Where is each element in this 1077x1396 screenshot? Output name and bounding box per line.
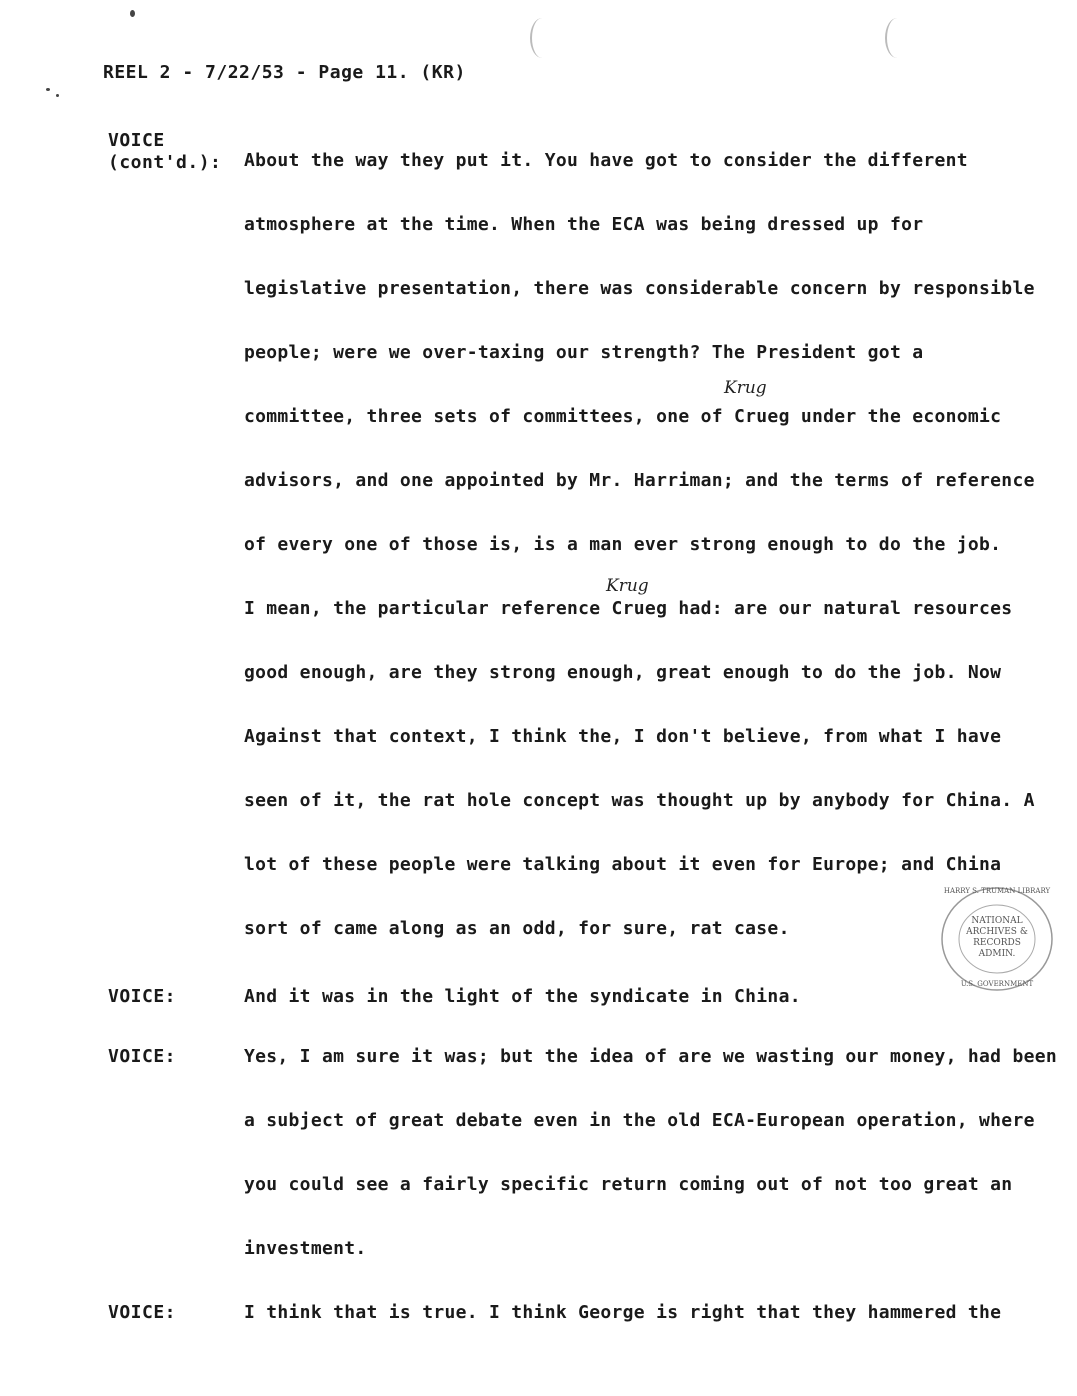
transcript-line: About the way they put it. You have got to consider the different	[244, 150, 968, 171]
transcript-line: I think that is true. I think George is right that they hammered the	[244, 1302, 1002, 1323]
punch-hole-mark	[530, 18, 554, 58]
transcript-line: Yes, I am sure it was; but the idea of are we wasting our money, had been	[244, 1046, 1057, 1067]
transcript-line: a subject of great debate even in the old ECA-European operation, where	[244, 1110, 1035, 1131]
stamp-inner-text: RECORDS	[973, 938, 1021, 948]
transcript-line: And it was in the light of the syndicate in China.	[244, 986, 801, 1007]
transcript-line: legislative presentation, there was considerable concern by responsible	[244, 278, 1035, 299]
handwritten-correction: Krug	[606, 576, 649, 596]
ink-speck	[46, 88, 50, 91]
handwritten-correction: Krug	[724, 378, 767, 398]
speaker-name: VOICE	[108, 130, 165, 151]
transcript-line: of every one of those is, is a man ever strong enough to do the job.	[244, 534, 1002, 555]
speaker-label	[108, 130, 221, 174]
transcript-line: atmosphere at the time. When the ECA was being dressed up for	[244, 214, 924, 235]
ink-speck	[130, 10, 135, 17]
stamp-inner-text: ARCHIVES &	[966, 927, 1028, 937]
archive-stamp	[938, 884, 1056, 994]
transcript-line: I mean, the particular reference Crueg had: are our natural resources	[244, 598, 1013, 619]
transcript-line: advisors, and one appointed by Mr. Harriman; and the terms of reference	[244, 470, 1035, 491]
speaker-label: VOICE:	[108, 986, 177, 1007]
stamp-ring-bottom: U.S. GOVERNMENT	[960, 980, 1034, 988]
stamp-inner-text: ADMIN.	[978, 949, 1016, 959]
speaker-continued: (cont'd.):	[108, 152, 222, 173]
transcript-line: committee, three sets of committees, one of Crueg under the economic	[244, 406, 1002, 427]
transcript-line: good enough, are they strong enough, great enough to do the job. Now	[244, 662, 1002, 683]
transcript-line: sort of came along as an odd, for sure, rat case.	[244, 918, 790, 939]
transcript-line: seen of it, the rat hole concept was thought up by anybody for China. A	[244, 790, 1035, 811]
stamp-ring-top: HARRY S. TRUMAN LIBRARY	[943, 887, 1051, 895]
transcript-line: Against that context, I think the, I don't believe, from what I have	[244, 726, 1002, 747]
stamp-inner-text: NATIONAL	[971, 916, 1023, 926]
speaker-label: VOICE:	[108, 1302, 177, 1323]
transcript-line: you could see a fairly specific return coming out of not too great an	[244, 1174, 1013, 1195]
transcript-line: lot of these people were talking about it even for Europe; and China	[244, 854, 1002, 875]
speaker-label: VOICE:	[108, 1046, 177, 1067]
ink-speck	[56, 94, 59, 97]
punch-hole-mark	[885, 18, 909, 58]
transcript-line: investment.	[244, 1238, 367, 1259]
page-header: REEL 2 - 7/22/53 - Page 11. (KR)	[103, 62, 466, 83]
transcript-line: people; were we over-taxing our strength? The President got a	[244, 342, 924, 363]
